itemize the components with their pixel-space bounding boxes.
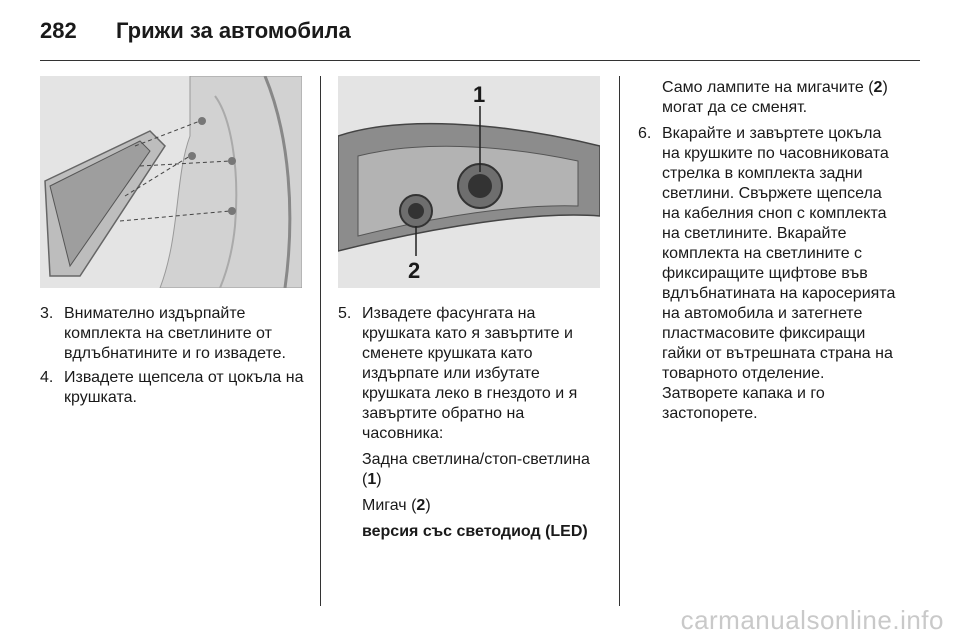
page-number: 282 (40, 18, 77, 43)
header-rule (40, 60, 920, 61)
step-5: 5. Извадете фасунгата на крушката като я завъртите и сменете крушката като издърпате или избутате крушката леко в гнездото и я завъртите обратно на часовника: (338, 305, 578, 442)
bulb-holders-illustration (338, 76, 600, 288)
figure-taillight-removal (40, 76, 302, 288)
taillight-removal-illustration (40, 76, 302, 288)
step-3: 3. Внимателно издърпайте комплекта на светлините от вдлъбнатините и го извадете. (40, 305, 286, 362)
turn-signal-note: Само лампите на мигачите (2) могат да се сменят. (662, 79, 888, 116)
watermark: carmanualsonline.info (680, 605, 944, 635)
sub-item-tail-stop-light: Задна светлина/стоп-светлина (1) (362, 451, 590, 488)
sub-item-turn-signal: Мигач (2) (362, 497, 431, 514)
step-6: 6. Вкарайте и завъртете цокъла на крушките по часовниковата стрелка в комплекта задни светлини. Свържете щепсела на кабелния сноп с комплекта на светлините. Вкарайте комплекта на светлините с фиксиращите щифтове във вдлъбнатината на каросерията на автомобила и затегнете пластмасовите фиксиращи гайки от вътрешната страна на товарното отделение. Затворете капака и го застопорете. (638, 125, 896, 422)
step-4: 4. Извадете щепсела от цокъла на крушката. (40, 369, 304, 406)
column-1-text (40, 304, 304, 412)
column-divider-2 (619, 76, 620, 606)
page-header (40, 12, 920, 60)
figure-bulb-holders (338, 76, 600, 288)
page-title: Грижи за автомобила (116, 18, 351, 43)
callout-2: 2 (408, 258, 421, 283)
column-3-text (638, 78, 902, 428)
led-version-heading: версия със светодиод (LED) (362, 523, 588, 540)
callout-1: 1 (473, 82, 486, 107)
column-2-text (338, 304, 602, 542)
column-divider-1 (320, 76, 321, 606)
